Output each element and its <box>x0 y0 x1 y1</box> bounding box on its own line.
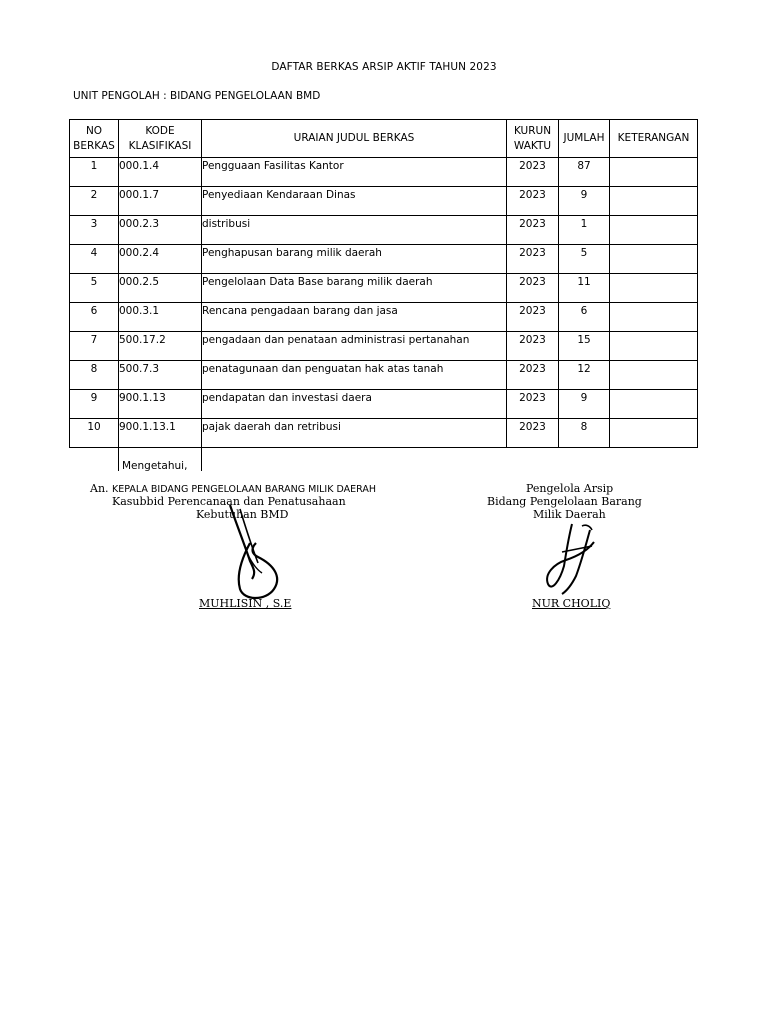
table-row <box>70 303 698 332</box>
table-header-row <box>70 120 698 158</box>
cell-no: 3 <box>70 216 119 245</box>
cell-jumlah: 8 <box>559 419 610 448</box>
document-title: DAFTAR BERKAS ARSIP AKTIF TAHUN 2023 <box>271 61 497 73</box>
left-signer-line2: Kasubbid Perencanaan dan Penatusahaan <box>112 495 346 508</box>
cell-kode: 900.1.13.1 <box>119 419 202 448</box>
cell-jumlah: 12 <box>559 361 610 390</box>
header-keterangan: KETERANGAN <box>610 120 698 158</box>
cell-uraian: penatagunaan dan penguatan hak atas tanah <box>202 361 507 390</box>
cell-kurun: 2023 <box>507 274 559 303</box>
cell-kurun: 2023 <box>507 245 559 274</box>
cell-no: 4 <box>70 245 119 274</box>
cell-kode: 000.2.3 <box>119 216 202 245</box>
header-jumlah: JUMLAH <box>559 120 610 158</box>
table-row <box>70 216 698 245</box>
left-signer-prefix: An. <box>90 482 109 495</box>
cell-kode: 500.7.3 <box>119 361 202 390</box>
cell-uraian: pengadaan dan penataan administrasi pertanahan <box>202 332 507 361</box>
cell-kurun: 2023 <box>507 361 559 390</box>
table-row <box>70 187 698 216</box>
cell-uraian: pajak daerah dan retribusi <box>202 419 507 448</box>
cell-keterangan <box>610 390 698 419</box>
cell-keterangan <box>610 158 698 187</box>
header-uraian: URAIAN JUDUL BERKAS <box>202 120 507 158</box>
cell-kode: 000.1.4 <box>119 158 202 187</box>
left-signature-image <box>222 503 292 603</box>
cell-keterangan <box>610 303 698 332</box>
cell-jumlah: 15 <box>559 332 610 361</box>
cell-kode: 000.3.1 <box>119 303 202 332</box>
cell-jumlah: 1 <box>559 216 610 245</box>
table-row <box>70 158 698 187</box>
acknowledge-text: Mengetahui, <box>122 460 188 472</box>
cell-uraian: Penghapusan barang milik daerah <box>202 245 507 274</box>
cell-keterangan <box>610 216 698 245</box>
cell-jumlah: 9 <box>559 187 610 216</box>
cell-uraian: Rencana pengadaan barang dan jasa <box>202 303 507 332</box>
archive-table <box>69 119 698 448</box>
cell-keterangan <box>610 332 698 361</box>
header-kurun-waktu: KURUN WAKTU <box>507 120 559 158</box>
left-signer-line3: Kebutuhan BMD <box>196 508 289 521</box>
left-signer-name: MUHLISIN , S.E <box>199 597 292 610</box>
cell-no: 1 <box>70 158 119 187</box>
cell-uraian: distribusi <box>202 216 507 245</box>
table-row <box>70 390 698 419</box>
cell-keterangan <box>610 419 698 448</box>
table-row <box>70 245 698 274</box>
cell-jumlah: 11 <box>559 274 610 303</box>
cell-kurun: 2023 <box>507 332 559 361</box>
header-kode-klasifikasi: KODE KLASIFIKASI <box>119 120 202 158</box>
unit-line: UNIT PENGOLAH : BIDANG PENGELOLAAN BMD <box>73 90 321 102</box>
cell-no: 2 <box>70 187 119 216</box>
cell-jumlah: 6 <box>559 303 610 332</box>
right-signer-name: NUR CHOLIQ <box>532 597 611 610</box>
cell-kode: 500.17.2 <box>119 332 202 361</box>
cell-kurun: 2023 <box>507 419 559 448</box>
cell-uraian: Penyediaan Kendaraan Dinas <box>202 187 507 216</box>
cell-kode: 000.2.4 <box>119 245 202 274</box>
cell-uraian: Pengguaan Fasilitas Kantor <box>202 158 507 187</box>
cell-no: 10 <box>70 419 119 448</box>
cell-kurun: 2023 <box>507 187 559 216</box>
cell-kurun: 2023 <box>507 390 559 419</box>
cell-no: 6 <box>70 303 119 332</box>
cell-no: 8 <box>70 361 119 390</box>
right-signer-line3: Milik Daerah <box>533 508 606 521</box>
table-row <box>70 419 698 448</box>
table-row <box>70 274 698 303</box>
cell-kurun: 2023 <box>507 216 559 245</box>
right-signature-image <box>542 520 612 600</box>
cell-uraian: pendapatan dan investasi daera <box>202 390 507 419</box>
cell-kode: 000.1.7 <box>119 187 202 216</box>
table-row <box>70 361 698 390</box>
cell-jumlah: 5 <box>559 245 610 274</box>
table-row <box>70 332 698 361</box>
cell-no: 7 <box>70 332 119 361</box>
cell-uraian: Pengelolaan Data Base barang milik daerah <box>202 274 507 303</box>
right-signer-line2: Bidang Pengelolaan Barang <box>487 495 642 508</box>
cell-keterangan <box>610 274 698 303</box>
cell-keterangan <box>610 361 698 390</box>
cell-keterangan <box>610 245 698 274</box>
cell-jumlah: 9 <box>559 390 610 419</box>
cell-kode: 900.1.13 <box>119 390 202 419</box>
cell-no: 9 <box>70 390 119 419</box>
cell-jumlah: 87 <box>559 158 610 187</box>
header-no-berkas: NO BERKAS <box>70 120 119 158</box>
left-signer-line1: KEPALA BIDANG PENGELOLAAN BARANG MILIK DAERAH <box>112 484 376 495</box>
cell-kurun: 2023 <box>507 303 559 332</box>
left-signer-title <box>90 482 376 495</box>
cell-kode: 000.2.5 <box>119 274 202 303</box>
cell-keterangan <box>610 187 698 216</box>
cell-no: 5 <box>70 274 119 303</box>
cell-kurun: 2023 <box>507 158 559 187</box>
right-signer-line1: Pengelola Arsip <box>526 482 614 495</box>
